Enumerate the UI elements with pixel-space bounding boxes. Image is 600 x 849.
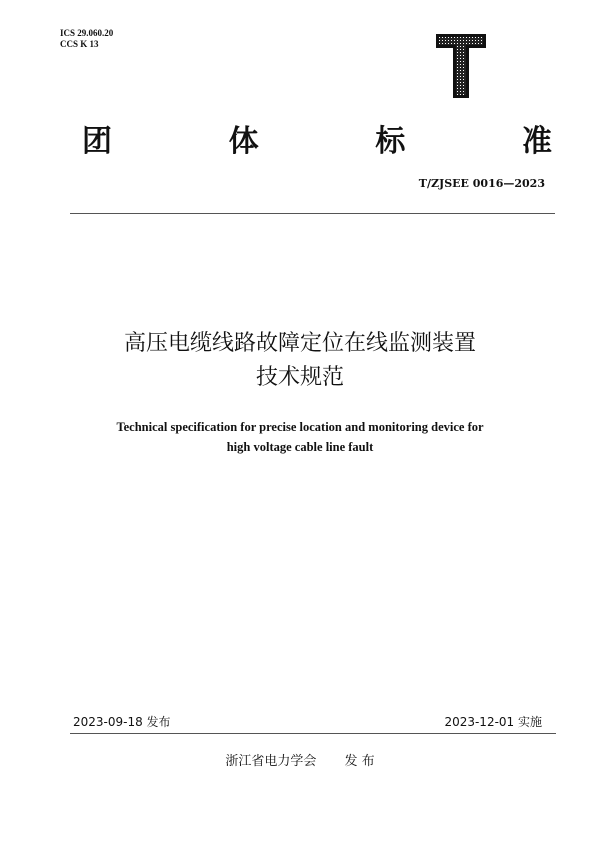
issue-date: 2023-09-18 发布: [73, 715, 171, 729]
issuer-suffix: 发 布: [344, 754, 375, 769]
classification-codes: [60, 28, 113, 50]
english-title: [0, 417, 600, 457]
issuer-name: 浙江省电力学会: [225, 754, 317, 769]
standard-type-char-2: 体: [228, 124, 259, 159]
chinese-title-line-2: 技术规范: [255, 365, 344, 390]
issuer-line: [0, 750, 600, 769]
chinese-title-line-1: 高压电缆线路故障定位在线监测装置: [123, 331, 476, 356]
top-divider: [70, 213, 555, 214]
standard-type: [82, 118, 552, 158]
standard-type-char-3: 标: [375, 124, 406, 159]
group-standard-t-logo: [436, 34, 486, 98]
english-title-line-1: Technical specification for precise location and monitoring device for: [116, 420, 484, 434]
chinese-title: [0, 327, 600, 395]
ccs-code: CCS K 13: [60, 39, 99, 49]
bottom-divider: [70, 733, 556, 734]
standard-type-char-4: 准: [521, 124, 552, 159]
ics-code: ICS 29.060.20: [60, 28, 114, 38]
english-title-line-2: high voltage cable line fault: [226, 440, 374, 454]
standard-type-char-1: 团: [82, 124, 112, 159]
standard-number: T/ZJSEE 0016—2023: [418, 177, 545, 190]
implementation-date: 2023-12-01 实施: [444, 715, 542, 729]
